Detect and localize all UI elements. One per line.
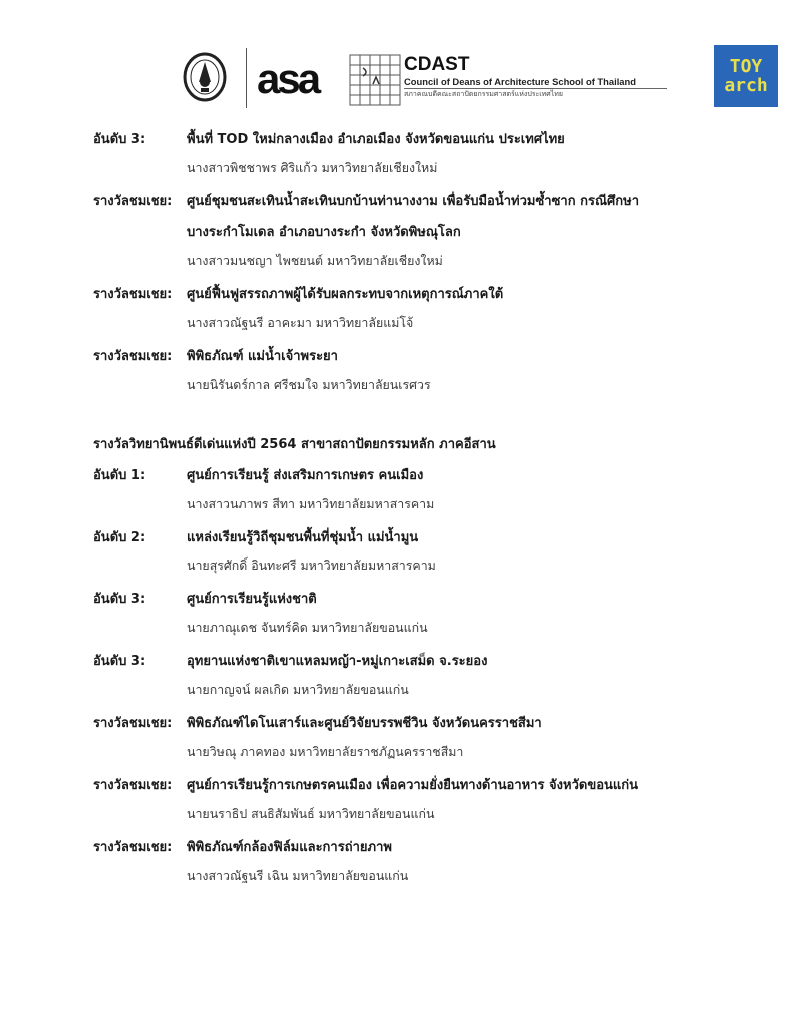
award-rank-label: รางวัลชมเชย:: [93, 716, 173, 731]
award-entry: [93, 768, 753, 830]
project-title: ศูนย์ชุมชนสะเทินน้ำสะเทินบกบ้านท่านางงาม เพื่อรับมือน้ำท่วมซ้ำซาก กรณีศึกษา: [187, 194, 639, 209]
cdast-grid-logo: [349, 54, 401, 106]
project-title: ศูนย์ฟื้นฟูสรรถภาพผู้ได้รับผลกระทบจากเหตุการณ์ภาคใต้: [187, 287, 504, 302]
toy-logo-line1: TOY: [729, 56, 763, 77]
award-rank-label: รางวัลชมเชย:: [93, 287, 173, 302]
award-rank-label: รางวัลชมเชย:: [93, 349, 173, 364]
project-title: ศูนย์การเรียนรู้แห่งชาติ: [187, 592, 317, 607]
university-seal-logo: [183, 52, 227, 102]
award-entry: [93, 520, 753, 582]
student-name: นายนราธิป สนธิสัมพันธ์ มหาวิทยาลัยขอนแก่น: [187, 806, 435, 821]
project-title: แหล่งเรียนรู้วิถีชุมชนพื้นที่ชุ่มน้ำ แม่น้ำมูน: [187, 530, 419, 545]
student-name: นายภาณุเดช จันทร์คิด มหาวิทยาลัยขอนแก่น: [187, 620, 428, 635]
award-rank-label: รางวัลชมเชย:: [93, 194, 173, 209]
project-title: พิพิธภัณฑ์ แม่น้ำเจ้าพระยา: [187, 349, 338, 364]
award-entry: [93, 122, 753, 184]
award-entry: [93, 277, 753, 339]
project-title: ศูนย์การเรียนรู้ ส่งเสริมการเกษตร คนเมือง: [187, 468, 424, 483]
award-entry: [93, 582, 753, 644]
cdast-underline: [404, 88, 667, 89]
cdast-subtitle: Council of Deans of Architecture School of Thailand: [404, 76, 636, 87]
award-rank-label: อันดับ 3:: [93, 592, 146, 607]
section-heading: รางวัลวิทยานิพนธ์ดีเด่นแห่งปี 2564 สาขาสถาปัตยกรรมหลัก ภาคอีสาน: [93, 437, 496, 452]
award-rank-label: อันดับ 3:: [93, 132, 146, 147]
award-rank-label: รางวัลชมเชย:: [93, 778, 173, 793]
student-name: นายสุรศักดิ์ อินทะศรี มหาวิทยาลัยมหาสารคาม: [187, 558, 436, 573]
asa-logo: asa: [257, 55, 319, 102]
award-rank-label: อันดับ 3:: [93, 654, 146, 669]
project-title: พิพิธภัณฑ์กล้องฟิล์มและการถ่ายภาพ: [187, 840, 392, 855]
toy-logo-line2: arch: [724, 75, 768, 96]
project-title-continued: บางระกำโมเดล อำเภอบางระกำ จังหวัดพิษณุโลก: [187, 225, 461, 240]
document-header: [0, 0, 791, 115]
project-title: พื้นที่ TOD ใหม่กลางเมือง อำเภอเมือง จังหวัดขอนแก่น ประเทศไทย: [187, 132, 565, 147]
award-entry: [93, 706, 753, 768]
toy-arch-logo: [714, 45, 778, 107]
award-rank-label: อันดับ 1:: [93, 468, 146, 483]
project-title: พิพิธภัณฑ์ไดโนเสาร์และศูนย์วิจัยบรรพชีวิน จังหวัดนครราชสีมา: [187, 716, 542, 731]
project-title: ศูนย์การเรียนรู้การเกษตรคนเมือง เพื่อความยั่งยืนทางด้านอาหาร จังหวัดขอนแก่น: [187, 778, 639, 793]
cdast-title: CDAST: [404, 54, 470, 75]
award-list: [93, 122, 753, 892]
student-name: นางสาวณัฐนรี อาคะมา มหาวิทยาลัยแม่โจ้: [187, 315, 414, 330]
award-entry: [93, 184, 753, 277]
student-name: นายกาญจน์ ผลเกิด มหาวิทยาลัยขอนแก่น: [187, 682, 409, 697]
award-entry: [93, 644, 753, 706]
award-entry: [93, 339, 753, 401]
student-name: นายนิรันดร์กาล ศรีชมใจ มหาวิทยาลัยนเรศวร: [187, 377, 431, 392]
award-entry: [93, 830, 753, 892]
award-rank-label: รางวัลชมเชย:: [93, 840, 173, 855]
award-rank-label: อันดับ 2:: [93, 530, 146, 545]
logo-divider: [246, 48, 247, 108]
award-entry: [93, 458, 753, 520]
section-spacer: [93, 401, 753, 427]
cdast-thai-subtitle: สภาคณบดีคณะสถาปัตยกรรมศาสตร์แห่งประเทศไทย: [404, 90, 563, 98]
student-name: นายวิษณุ ภาคทอง มหาวิทยาลัยราชภัฏนครราชสีมา: [187, 744, 464, 759]
student-name: นางสาวมนชญา ไพชยนต์ มหาวิทยาลัยเชียงใหม่: [187, 253, 443, 268]
student-name: นางสาวณัฐนรี เฉิน มหาวิทยาลัยขอนแก่น: [187, 868, 409, 883]
student-name: นางสาวนภาพร สีทา มหาวิทยาลัยมหาสารคาม: [187, 496, 435, 511]
project-title: อุทยานแห่งชาติเขาแหลมหญ้า-หมู่เกาะเสม็ด จ.ระยอง: [187, 654, 488, 669]
student-name: นางสาวพิชชาพร ศิริแก้ว มหาวิทยาลัยเชียงใหม่: [187, 160, 438, 175]
